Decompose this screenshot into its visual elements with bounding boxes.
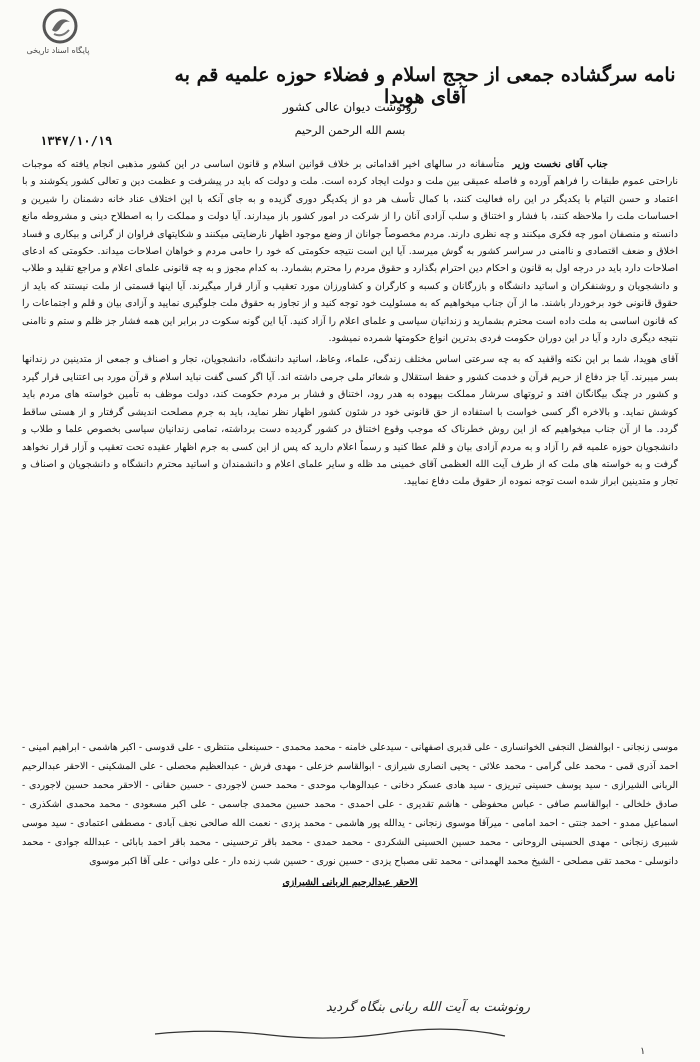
body-paragraph-2: آقای هویدا، شما بر این نکته واقفید که به چه سرعتی اساس مختلف زندگی، علماء، وعاظ، اساتید دانشگاه، دانشجویان، تجار و اصناف و جمعی از متدینین در زندانها بسر میبرند. آیا جز دفاع از حریم قرآن و خدمت کشور و حفظ استقلال و شعائر ملی جرمی داشته اند. آیا اگر کسی گفت نباید اسلام و قرآن مورد بی اعتنایی قرار گیرد و کشور در چنگ بیگانگان افتد و ثروتهای سرشار مملکت بیهوده به هدر رود، اختناق و فشار بر مردم حکومت کند، دولت موظف به تأمین خواسته های مردم باید کوشش نماید. و بالاخره اگر کسی خواست با استفاده از حق قانونی خود در شئون کشور اظهار نظر نماید، باید به جرم مصلحت اندیشی گرفتار و از هستی ساقط گردد. ما از آن جناب میخواهیم که از این روش خطرناک که موجب وقوع اختناق در کشور گردیده دست برداشته، تمامی زندانیان سیاسی بخصوص علما و طلاب و دانشجویان حوزه علمیه قم را آزاد و به مردم آزادی بیان و قلم عطا کنید و رسماً اعلام دارید که پس از این کسی به جرم اظهار عقیده تحت تعقیب و آزار قرار نخواهد گرفت و به خواسته های ملت که از طرف آیت الله العظمی آقای خمینی مد ظله و سایر علمای اعلام و دانشمندان و اساتید محترم دانشگاه و دانشجویان و اصناف و تجار و متدینین ابراز شده است توجه نموده از حقوق ملت دفاع نمایید. bbox=[22, 354, 678, 488]
letter-subtitle: رونوشت دیوان عالی کشور bbox=[282, 100, 418, 114]
signatures-list: موسی زنجانی - ابوالفضل النجفی الخوانساری - علی قدیری اصفهانی - سیدعلی خامنه - محمد محمدی - حسینعلی منتظری - علی قدوسی - اکبر هاشمی - ابراهیم امینی - احمد آذری قمی - محمد علی گرامی - محمد علائی - یحیی انصاری شیرازی - ابوالقاسم خزعلی - مهدی فرش - عبدالعظیم محصلی - علی المشکینی - الاحقر عبدالرحیم الربانی الشیرازی - سید یوسف حسینی تبریزی - سید هادی عسکر دخانی - عبدالوهاب موحدی - محمد حسن لاجوردی - حسین حقانی - الاحقر محمد حسین لاجوردی - صادق خلخالی - ابوالقاسم صافی - عباس محفوظی - هاشم تقدیری - علی احمدی - محمد حسین محمدی جاسمی - علی اکبر مسعودی - محمد محمدی اشکذری - اسماعیل ممدو - احمد جنتی - احمد امامی - میرآقا موسوی زنجانی - یدالله پور هاشمی - محمد یزدی - نعمت الله صالحی نجف آبادی - مصطفی اعتمادی - سید موسی شبیری زنجانی - مهدی الحسینی الروحانی - محمد حسین الحسینی الشکردی - محمد حمدی - محمد باقر ترحسینی - محمد باقر احمد بابائی - عبدالله جوادی - محمد دانوسلی - محمد تقی مصلحی - الشیخ محمد الهمدانی - محمد تقی مصباح یزدی - حسین نوری - حسین شب زنده دار - علی دوانی - علی آقا اکبر موسوی bbox=[22, 742, 678, 867]
salutation: جناب آقای نخست وزیر bbox=[512, 159, 608, 170]
body-paragraph-1 bbox=[22, 156, 678, 347]
handwritten-underline bbox=[150, 1024, 510, 1042]
handwritten-note: رونوشت به آیت الله ربانی بنگاه گردید bbox=[325, 1000, 530, 1015]
archive-logo bbox=[8, 6, 108, 62]
letter-body bbox=[22, 156, 678, 491]
highlighted-signature: الاحقر عبدالرحیم الربانی الشیرازی bbox=[282, 877, 418, 888]
archive-logo-icon bbox=[42, 8, 78, 44]
letter-title: نامه سرگشاده جمعی از حجج اسلام و فضلاء حوزه علمیه قم به آقای هویدا bbox=[174, 64, 676, 108]
letter-date: ۱۳۴۷/۱۰/۱۹ bbox=[40, 134, 113, 148]
body-paragraph-1-text: متأسفانه در سالهای اخیر اقداماتی بر خلاف قوانین اسلام و قانون اساسی در این کشور مذهبی انجام یافته که موجبات ناراحتی عموم طبقات را فراهم آورده و فاصله عمیقی بین ملت و دولت ایجاد کرده است. ملت و دولت که باید در پیشرفت و عظمت دین و تعالی کشور یکوشند و با اعتماد و حسن التیام با یکدیگر در این راه فعالیت کنند، با کمال تأسف هر دو از یکدیگر دوری گزیده و به جای آنکه با این اختلاف عناد خانه دشمنان را شیرین و احساسات ملت را ملاحظه کنند، با فشار و اختناق و سلب آزادی آنان را از شرکت در امور کشور باز میدارند. آیا دولت و مملکت را به اصطلاح دینی و مشروطه مانع دانسته و منصفان امور چه فکری میکنند و چه نظری دارند. مردم مخصوصاً جوانان از وضع موجود اظهار نارضایتی میکنند و شکایتهای فراوان از گرانی و بیکاری و فساد اخلاق و ضعف اقتصادی و ناامنی در سراسر کشور به گوش میرسد. آیا این است نتیجه حکومتی که خود را حامی مردم و خواهان اصلاحات میداند. حکومتی که ادعای اصلاحات دارد باید در درجه اول به قانون و احکام دین احترام بگذارد و حقوق مردم را محترم بشمارد. به کدام مجوز و به چه قانونی علمای اعلام و مراجع تقلید و طلاب و دانشجویان و روشنفکران و اساتید دانشگاه و بازرگانان و کسبه و کارگران و کشاورزان مورد تعقیب و آزار قرار میگیرند. آیا اینها قسمتی از ملت نیستند که باید از حقوق قانونی خود برخوردار باشند. ما از آن جناب میخواهیم که به مسئولیت خود توجه کنید و از تجاوز به حقوق ملت جلوگیری نمایید و آزادی بیان و قلم و اجتماعات را که قانون اساسی به ملت داده است محترم بشمارید و زندانیان سیاسی و علمای اعلام را آزاد کنید. آیا این گونه سکوت در برابر این همه فشار جز ظلم و ستم و ناامنی نتیجه دیگری دارد و آیا در این دوران حکومت فردی بدترین انواع حکومتها شمرده نمیشود. bbox=[22, 159, 678, 345]
archive-logo-text: پایگاه اسناد تاریخی bbox=[26, 46, 90, 55]
page-number: ۱ bbox=[640, 1046, 646, 1057]
signatures-block bbox=[22, 738, 678, 892]
basmala: بسم الله الرحمن الرحیم bbox=[294, 124, 406, 137]
